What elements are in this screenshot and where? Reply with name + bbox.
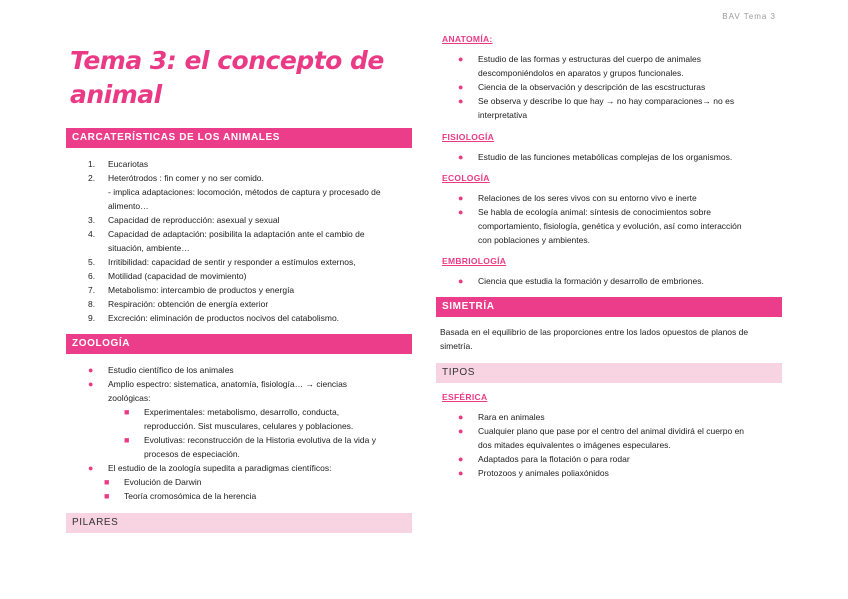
list-number: 6.: [88, 271, 96, 281]
ecologia-list: [458, 191, 782, 247]
list-item-text: Excreción: eliminación de productos nocivos del catabolismo.: [108, 313, 340, 323]
bullet-icon: ●: [458, 54, 464, 64]
list-item: ● El estudio de la zoología supedita a paradigmas científicos:: [88, 463, 332, 473]
zoologia-list-2: [88, 461, 412, 475]
list-item: [88, 171, 412, 213]
bullet-icon: ●: [458, 82, 464, 92]
list-item: [88, 311, 412, 325]
list-item-text: Capacidad de adaptación: posibilita la adaptación ante el cambio de: [108, 229, 365, 239]
zoologia-content: [88, 363, 412, 503]
page-title: Tema 3: el concepto de animal: [70, 46, 384, 109]
fisiologia-list: [458, 150, 782, 164]
esferica-heading: ESFÉRICA: [442, 392, 488, 402]
list-item-text: Motilidad (capacidad de movimiento): [108, 271, 247, 281]
list-number: 9.: [88, 313, 96, 323]
list-number: 2.: [88, 173, 96, 183]
zoologia-sublist-2: [104, 475, 412, 503]
list-number: 7.: [88, 285, 96, 295]
list-item: ● Ciencia que estudia la formación y desarrollo de embriones.: [458, 276, 704, 286]
bullet-icon: ●: [458, 468, 464, 478]
list-item: ● Protozoos y animales poliaxónidos: [458, 468, 609, 478]
bullet-icon: ■: [104, 491, 110, 501]
bullet-icon: ●: [88, 379, 94, 389]
bullet-icon: ●: [458, 276, 464, 286]
list-item: ■ Evolutivas: reconstrucción de la Historia evolutiva de la vida y procesos de especiación.: [124, 435, 376, 459]
list-item: [88, 297, 412, 311]
ecologia-heading: ECOLOGÍA: [442, 173, 490, 183]
list-item-text: Respiración: obtención de energía exterior: [108, 299, 269, 309]
list-item-text: Capacidad de reproducción: asexual y sexual: [108, 215, 280, 225]
embriologia-list: [458, 274, 782, 288]
right-column: [436, 34, 782, 480]
bullet-icon: ●: [458, 207, 464, 217]
list-item: ● Ciencia de la observación y descripción de las escstructuras: [458, 82, 706, 92]
embriologia-heading: EMBRIOLOGÍA: [442, 256, 507, 266]
list-item: [88, 227, 412, 255]
list-item: ● Rara en animales: [458, 412, 545, 422]
bullet-icon: ●: [458, 193, 464, 203]
zoologia-heading: ZOOLOGÍA: [66, 334, 412, 354]
esferica-list: [458, 410, 782, 480]
list-item: ● Se observa y describe lo que hay → no hay comparaciones→ no es interpretativa: [458, 96, 735, 120]
list-item-text: Irritibilidad: capacidad de sentir y responder a estímulos externos,: [108, 257, 356, 267]
list-item: ● Amplio espectro: sistematica, anatomía, fisiología… → ciencias zoológicas:: [88, 379, 348, 403]
list-item-text: Metabolismo: intercambio de productos y energía: [108, 285, 295, 295]
list-number: 3.: [88, 215, 96, 225]
bullet-icon: ●: [458, 152, 464, 162]
list-number: 8.: [88, 299, 96, 309]
bullet-icon: ●: [458, 454, 464, 464]
anatomia-list: [458, 52, 782, 122]
pilares-heading: PILARES: [66, 513, 412, 533]
list-item: ● Se habla de ecología animal: síntesis de conocimientos sobre comportamiento, fisiología, genética y evolución, así como interacción con poblaciones y ambientes.: [458, 207, 742, 245]
list-item: ● Estudio científico de los animales: [88, 365, 234, 375]
header-corner-label: BAV Tema 3: [722, 12, 776, 21]
simetria-heading: SIMETRÍA: [436, 297, 782, 317]
list-item-text: - implica adaptaciones: locomoción, métodos de captura y procesado de: [108, 187, 381, 197]
list-item: ■ Experimentales: metabolismo, desarrollo, conducta, reproducción. Sist musculares, celulares y poblaciones.: [124, 407, 354, 431]
bullet-icon: ●: [458, 426, 464, 436]
list-item-text: situación, ambiente…: [108, 243, 190, 253]
list-item-text: alimento…: [108, 201, 149, 211]
list-number: 5.: [88, 257, 96, 267]
fisiologia-heading: FISIOLOGÍA: [442, 132, 495, 142]
caracteristicas-list: [88, 157, 412, 325]
list-item-text: Eucariotas: [108, 159, 149, 169]
list-number: 4.: [88, 229, 96, 239]
list-item: ● Adaptados para la flotación o para rodar: [458, 454, 630, 464]
list-item: ■ Evolución de Darwin: [104, 477, 202, 487]
bullet-icon: ●: [458, 96, 464, 106]
bullet-icon: ●: [88, 365, 94, 375]
list-item: [88, 269, 412, 283]
list-item: [88, 283, 412, 297]
tipos-heading: TIPOS: [436, 363, 782, 383]
list-item: [88, 255, 412, 269]
list-item-text: Heterótrodos : fin comer y no ser comido.: [108, 173, 264, 183]
bullet-icon: ■: [124, 435, 130, 445]
list-item: ● Estudio de las funciones metabólicas complejas de los organismos.: [458, 152, 733, 162]
simetria-text: Basada en el equilibrio de las proporciones entre los lados opuestos de planos de simetría.: [440, 327, 749, 351]
bullet-icon: ●: [88, 463, 94, 473]
caracteristicas-heading: CARCATERÍSTICAS DE LOS ANIMALES: [66, 128, 412, 148]
list-item: ■ Teoría cromosómica de la herencia: [104, 491, 257, 501]
list-item: [88, 157, 412, 171]
list-number: 1.: [88, 159, 96, 169]
anatomia-heading: ANATOMÍA:: [442, 34, 493, 44]
left-column: [66, 44, 412, 533]
list-item: [88, 213, 412, 227]
bullet-icon: ■: [104, 477, 110, 487]
bullet-icon: ■: [124, 407, 130, 417]
list-item: ● Relaciones de los seres vivos con su entorno vivo e inerte: [458, 193, 697, 203]
bullet-icon: ●: [458, 412, 464, 422]
zoologia-sublist: [124, 405, 412, 461]
list-item: ● Cualquier plano que pase por el centro del animal dividirá el cuerpo en dos mitades equivalentes o imágenes especulares.: [458, 426, 745, 450]
list-item: ● Estudio de las formas y estructuras del cuerpo de animales descomponiéndolos en aparatos y grupos funcionales.: [458, 54, 702, 78]
zoologia-list: [88, 363, 412, 405]
